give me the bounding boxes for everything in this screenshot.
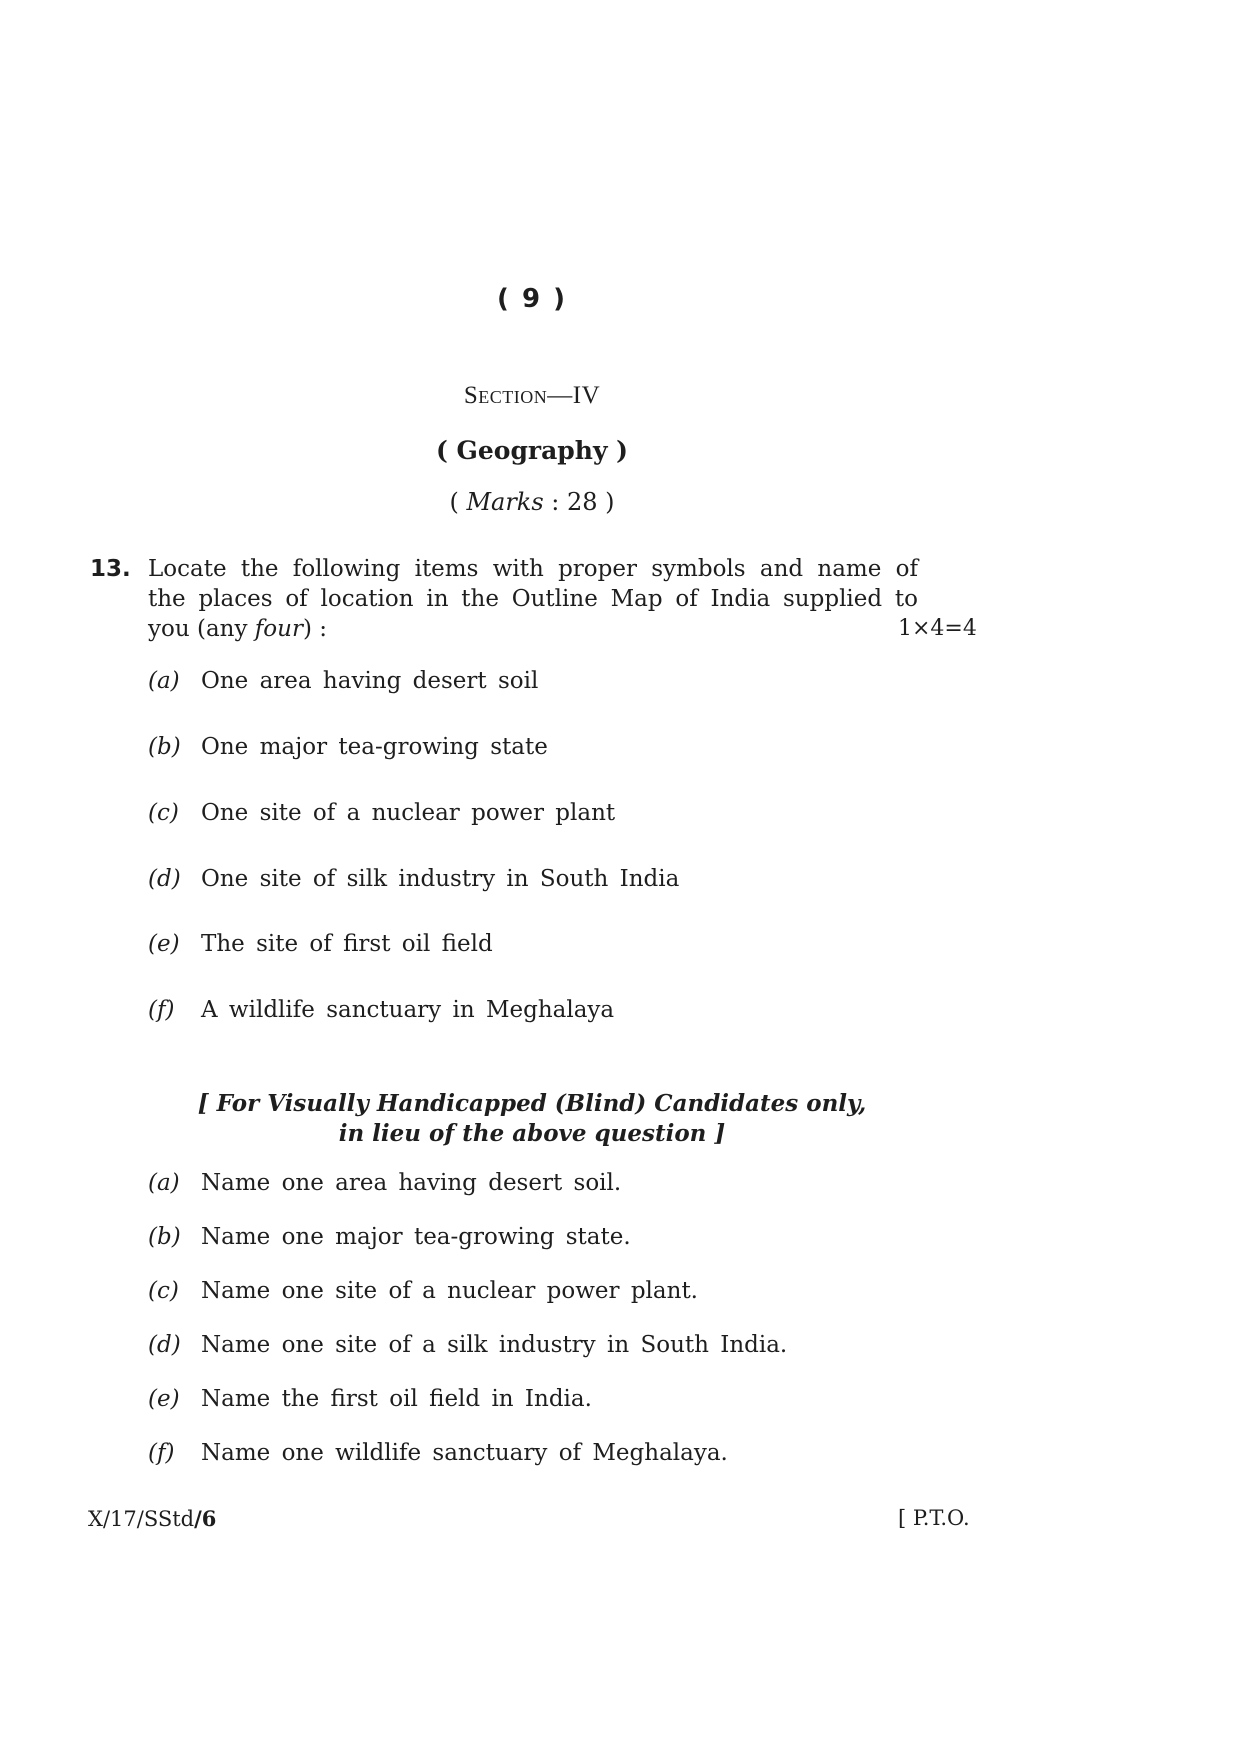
total-marks [0,488,1064,516]
item-label: (e) [148,1386,180,1412]
item-text: Name one area having desert soil. [201,1170,622,1196]
item-text: Name one site of a silk industry in South India. [201,1332,788,1358]
item-label: (a) [148,668,180,694]
marks-value: : 28 ) [543,488,615,516]
section-title: Section—IV [463,382,601,409]
marks-open: ( [449,488,467,516]
question-line-2: the places of location in the Outline Map of India supplied to [148,586,918,612]
item-label: (e) [148,931,180,957]
list-item [148,1332,787,1358]
list-item [148,931,493,957]
question-line-3-emph: four [254,616,303,642]
list-item [148,997,614,1023]
item-text: The site of first oil field [201,931,493,957]
item-label: (d) [148,1332,181,1358]
blind-note-line-2: in lieu of the above question ] [338,1120,726,1147]
question-line-1: Locate the following items with proper symbols and name of [148,556,918,582]
item-text: Name one site of a nuclear power plant. [201,1278,698,1304]
item-text: One major tea-growing state [201,734,548,760]
list-item [148,800,615,826]
marks-label: Marks [466,488,544,516]
item-text: One site of silk industry in South India [201,866,680,892]
pto-note: [ P.T.O. [898,1506,970,1530]
item-text: One area having desert soil [201,668,539,694]
paper-code-suffix: /6 [194,1506,217,1531]
item-text: Name one wildlife sanctuary of Meghalaya. [201,1440,728,1466]
paper-code [88,1506,216,1531]
item-label: (c) [148,800,179,826]
item-label: (f) [148,997,175,1023]
question-marks: 1×4=4 [898,616,977,641]
item-text: Name one major tea-growing state. [201,1224,631,1250]
item-text: Name the first oil field in India. [201,1386,592,1412]
list-item [148,1224,631,1250]
item-label: (a) [148,1170,180,1196]
list-item [148,1170,621,1196]
item-label: (b) [148,1224,181,1250]
subject-title: ( Geography ) [435,436,629,465]
question-line-3-end: ) : [302,616,327,642]
item-text: A wildlife sanctuary in Meghalaya [201,997,615,1023]
list-item [148,668,538,694]
blind-note-line-1: [ For Visually Handicapped (Blind) Candidates only, [197,1090,867,1117]
paper-code-prefix: X/17/SStd [88,1507,195,1531]
item-label: (f) [148,1440,175,1466]
item-text: One site of a nuclear power plant [201,800,616,826]
list-item [148,1440,728,1466]
page-number: ( 9 ) [497,284,567,314]
question-number: 13. [90,556,131,582]
item-label: (b) [148,734,181,760]
list-item [148,734,548,760]
list-item [148,1386,592,1412]
question-line-3-start: you (any [148,616,255,642]
list-item [148,866,679,892]
item-label: (c) [148,1278,179,1304]
item-label: (d) [148,866,181,892]
list-item [148,1278,698,1304]
question-line-3 [148,616,918,642]
